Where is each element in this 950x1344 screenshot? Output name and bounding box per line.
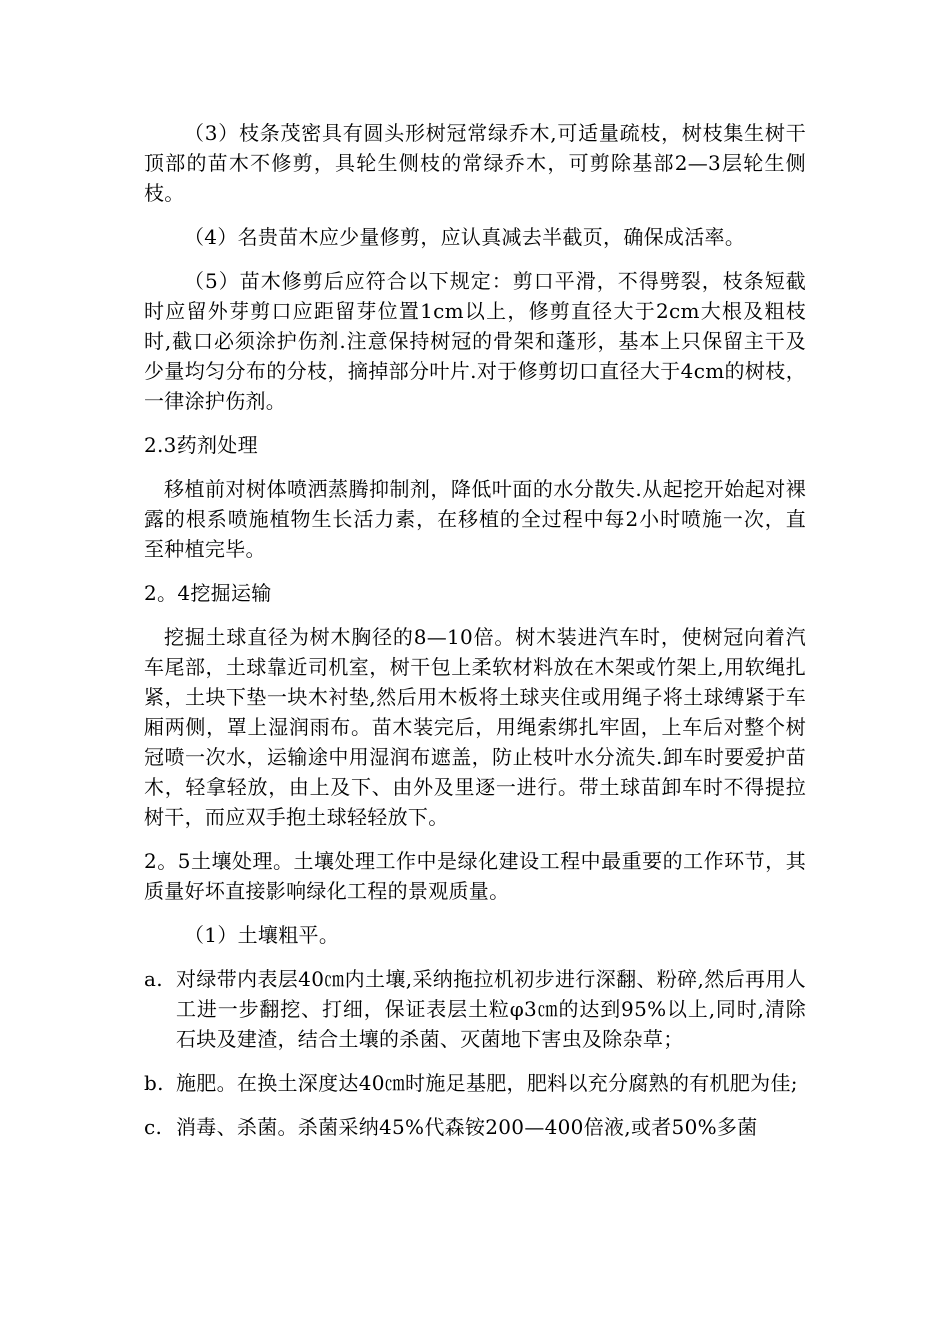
paragraph-soil-treatment: 2。5土壤处理。土壤处理工作中是绿化建设工程中最重要的工作环节，其质量好坏直接影响绿化工程的景观质量。: [144, 849, 806, 903]
list-item-text: 施肥。在换土深度达40㎝时施足基肥，肥料以充分腐熟的有机肥为佳;: [176, 1071, 798, 1095]
paragraph-digging-transport: 挖掘土球直径为树木胸径的8—10倍。树木装进汽车时，使树冠向着汽车尾部，土球靠近司机室，树干包上柔软材料放在木架或竹架上,用软绳扎紧，土块下垫一块木衬垫,然后用木板将土球夹住或用绳子将土球缚紧于车厢两侧，罩上湿润雨布。苗木装完后，用绳索绑扎牢固，上车后对整个树冠喷一次水，运输途中用湿润布遮盖，防止枝叶水分流失.卸车时要爱护苗木，轻拿轻放，由上及下、由外及里逐一进行。带土球苗卸车时不得提拉树干，而应双手抱土球轻轻放下。: [144, 625, 806, 829]
paragraph-pruning-4: （4）名贵苗木应少量修剪，应认真减去半截页，确保成活率。: [184, 225, 746, 249]
list-marker: b.: [144, 1071, 164, 1095]
subheading-soil-leveling: （1）土壤粗平。: [184, 923, 340, 947]
document-page: [144, 118, 806, 1156]
section-heading-2-3: 2.3药剂处理: [144, 433, 258, 457]
list-item: [144, 1112, 806, 1142]
list-item-text: 对绿带内表层40㎝内土壤,采纳拖拉机初步进行深翻、粉碎,然后再用人工进一步翻挖、打细，保证表层土粒φ3㎝的达到95%以上,同时,清除石块及建渣，结合土壤的杀菌、灭菌地下害虫及除杂草；: [176, 967, 806, 1051]
section-heading-2-4: 2。4挖掘运输: [144, 581, 272, 605]
paragraph-pruning-5: （5）苗木修剪后应符合以下规定：剪口平滑，不得劈裂，枝条短截时应留外芽剪口应距留芽位置1cm以上，修剪直径大于2cm大根及粗枝时,截口必须涂护伤剂.注意保持树冠的骨架和蓬形，基本上只保留主干及少量均匀分布的分枝，摘掉部分叶片.对于修剪切口直径大于4cm的树枝，一律涂护伤剂。: [144, 269, 806, 413]
list-marker: a.: [144, 967, 163, 991]
paragraph-chemical-treatment: 移植前对树体喷洒蒸腾抑制剂，降低叶面的水分散失.从起挖开始起对裸露的根系喷施植物生长活力素，在移植的全过程中每2小时喷施一次，直至种植完毕。: [144, 477, 806, 561]
list-item-text: 消毒、杀菌。杀菌采纳45%代森铵200—400倍液,或者50%多菌: [176, 1115, 758, 1139]
paragraph-pruning-3: （3）枝条茂密具有圆头形树冠常绿乔木,可适量疏枝，树枝集生树干顶部的苗木不修剪，具轮生侧枝的常绿乔木，可剪除基部2—3层轮生侧枝。: [144, 121, 806, 205]
list-marker: c.: [144, 1115, 163, 1139]
list-item: [144, 964, 806, 1054]
list-item: [144, 1068, 806, 1098]
